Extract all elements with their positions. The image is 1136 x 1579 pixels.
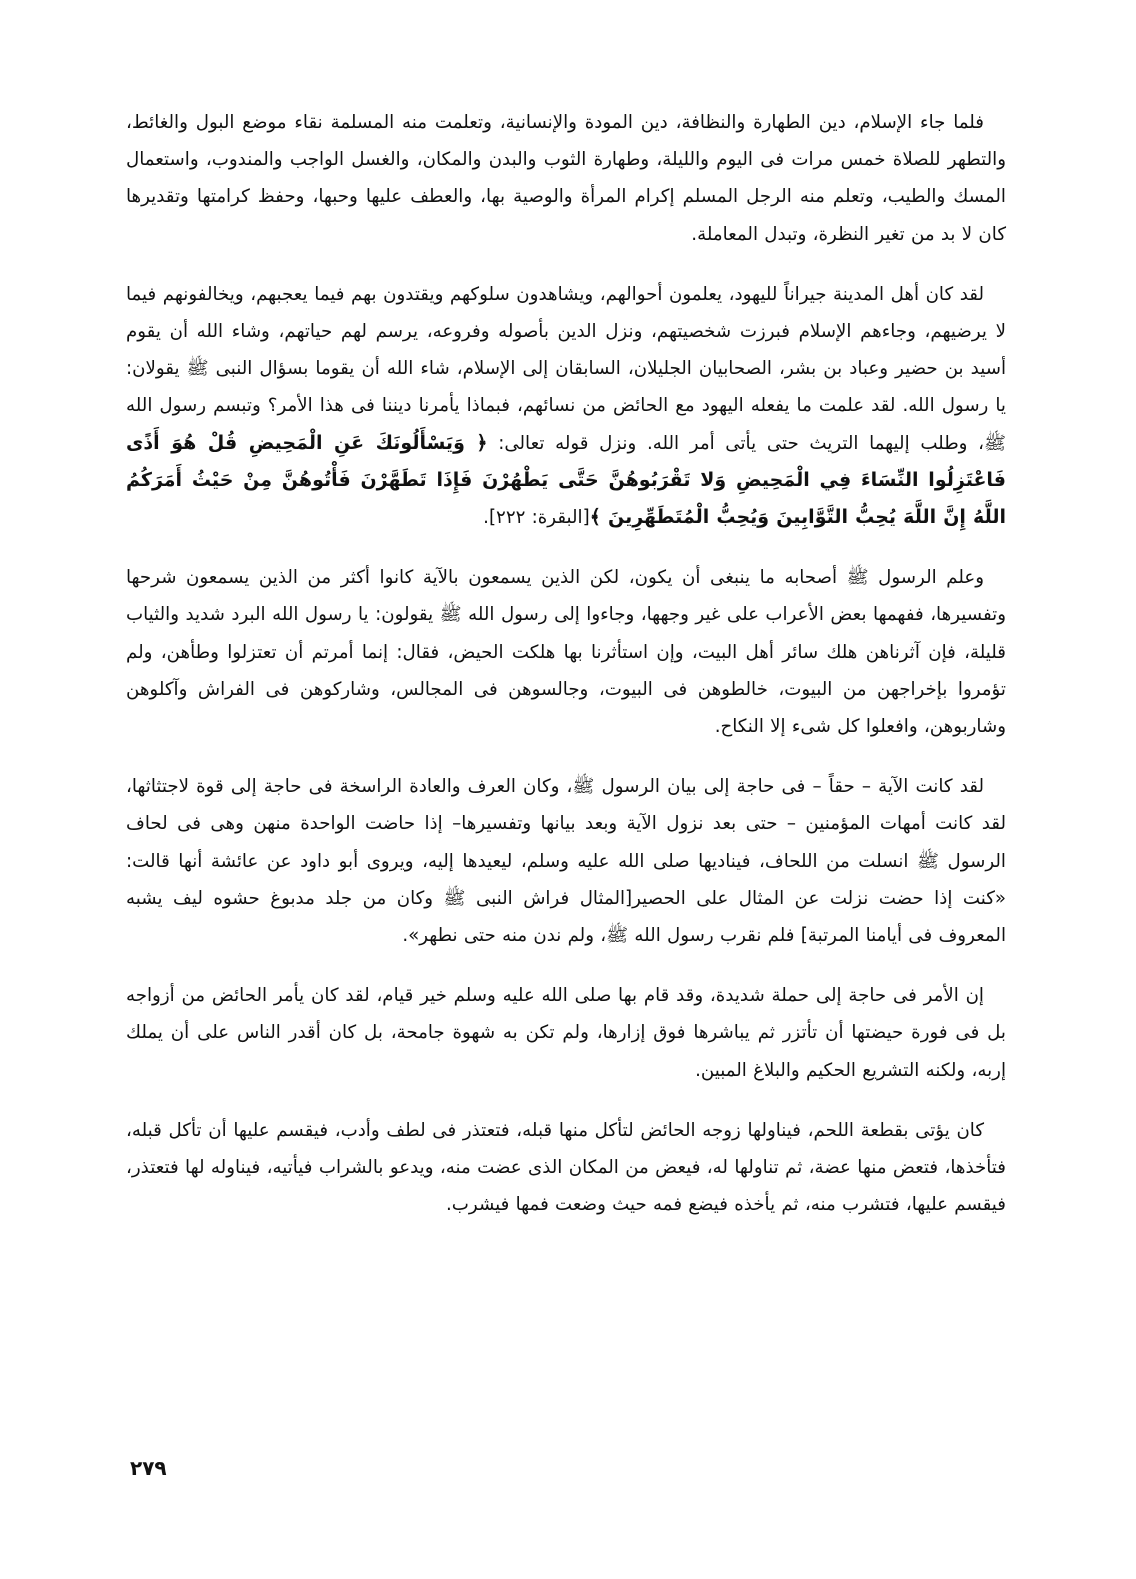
paragraph-2 — [126, 276, 1006, 536]
paragraph-4-text: لقد كانت الآية – حقاً – فى حاجة إلى بيان الرسول ﷺ، وكان العرف والعادة الراسخة فى حاجة إلى قوة لاجتثاثها، لقد كانت أمهات المؤمنين – حتى بعد نزول الآية وبعد بيانها وتفسيرها– إذا حاضت الواحدة منهن وهى فى لحاف الرسول ﷺ انسلت من اللحاف، فيناديها صلى الله عليه وسلم، ليعيدها إليه، ويروى أبو داود عن عائشة أنها قالت: «كنت إذا حضت نزلت عن المثال على الحصير[المثال فراش النبى ﷺ وكان من جلد مدبوغ حشوه ليف يشبه المعروف فى أيامنا المرتبة] فلم نقرب رسول الله ﷺ، ولم ندن منه حتى نطهر». — [126, 776, 1006, 947]
quran-verse: ﴿ وَيَسْأَلُونَكَ عَنِ الْمَحِيضِ قُلْ هُوَ أَذًى فَاعْتَزِلُوا النِّسَاءَ فِي الْمَحِيضِ وَلا تَقْرَبُوهُنَّ حَتَّى يَطْهُرْنَ فَإِذَا تَطَهَّرْنَ فَأْتُوهُنَّ مِنْ حَيْثُ أَمَرَكُمُ اللَّهُ إِنَّ اللَّهَ يُحِبُّ التَّوَّابِينَ وَيُحِبُّ الْمُتَطَهِّرِينَ ﴾ — [126, 431, 1006, 529]
paragraph-6 — [126, 1112, 1006, 1224]
paragraph-2-text: لقد كان أهل المدينة جيراناً لليهود، يعلمون أحوالهم، ويشاهدون سلوكهم ويقتدون بهم فيما يعجبهم، ويخالفونهم فيما لا يرضيهم، وجاءهم الإسلام فبرزت شخصيتهم، ونزل الدين بأصوله وفروعه، يرسم لهم حياتهم، وشاء الله أن يقوم أسيد بن حضير وعباد بن بشر، الصحابيان الجليلان، السابقان إلى الإسلام، شاء الله أن يقوما بسؤال النبى ﷺ يقولان: يا رسول الله. لقد علمت ما يفعله اليهود مع الحائض من نسائهم، فبماذا يأمرنا ديننا فى هذا الأمر؟ وتبسم رسول الله ﷺ، وطلب إليهما التريث حتى يأتى أمر الله. ونزل قوله تعالى: — [126, 283, 1006, 454]
page-body — [126, 104, 1006, 1544]
paragraph-1-text: فلما جاء الإسلام، دين الطهارة والنظافة، دين المودة والإنسانية، وتعلمت منه المسلمة نقاء موضع البول والغائط، والتطهر للصلاة خمس مرات فى اليوم والليلة، وطهارة الثوب والبدن والمكان، والغسل الواجب والمندوب، واستعمال المسك والطيب، وتعلم منه الرجل المسلم إكرام المرأة والوصية بها، والعطف عليها وحبها، وحفظ كرامتها وتقديرها كان لا بد من تغير النظرة، وتبدل المعاملة. — [126, 112, 1006, 245]
paragraph-4 — [126, 768, 1006, 954]
page-number: ٢٧٩ — [130, 1456, 167, 1480]
paragraph-5-text: إن الأمر فى حاجة إلى حملة شديدة، وقد قام بها صلى الله عليه وسلم خير قيام، لقد كان يأمر الحائض من أزواجه بل فى فورة حيضتها أن تأتزر ثم يباشرها فوق إزارها، ولم تكن به شهوة جامحة، بل كان أقدر الناس على أن يملك إربه، ولكنه التشريع الحكيم والبلاغ المبين. — [126, 985, 1006, 1081]
paragraph-1 — [126, 104, 1006, 253]
paragraph-3-text: وعلم الرسول ﷺ أصحابه ما ينبغى أن يكون، لكن الذين يسمعون بالآية كانوا أكثر من الذين يسمعون شرحها وتفسيرها، ففهمها بعض الأعراب على غير وجهها، وجاءوا إلى رسول الله ﷺ يقولون: يا رسول الله البرد شديد والثياب قليلة، فإن آثرناهن هلك سائر أهل البيت، وإن استأثرنا بها هلكت الحيض، فقال: إنما أمرتم أن تعتزلوا وطأهن، ولم تؤمروا بإخراجهن من البيوت، خالطوهن فى البيوت، وجالسوهن فى المجالس، وشاركوهن فى الفراش وآكلوهن وشاربوهن، وافعلوا كل شىء إلا النكاح. — [126, 567, 1006, 738]
verse-citation: [البقرة: ٢٢٢]. — [483, 507, 590, 529]
paragraph-3 — [126, 559, 1006, 745]
paragraph-5 — [126, 977, 1006, 1089]
paragraph-6-text: كان يؤتى بقطعة اللحم، فيناولها زوجه الحائض لتأكل منها قبله، فتعتذر فى لطف وأدب، فيقسم عليها أن تأكل قبله، فتأخذها، فتعض منها عضة، ثم تناولها له، فيعض من المكان الذى عضت منه، ويدعو بالشراب فيأتيه، فيناوله لها فتعتذر، فيقسم عليها، فتشرب منه، ثم يأخذه فيضع فمه حيث وضعت فمها فيشرب. — [126, 1119, 1006, 1216]
